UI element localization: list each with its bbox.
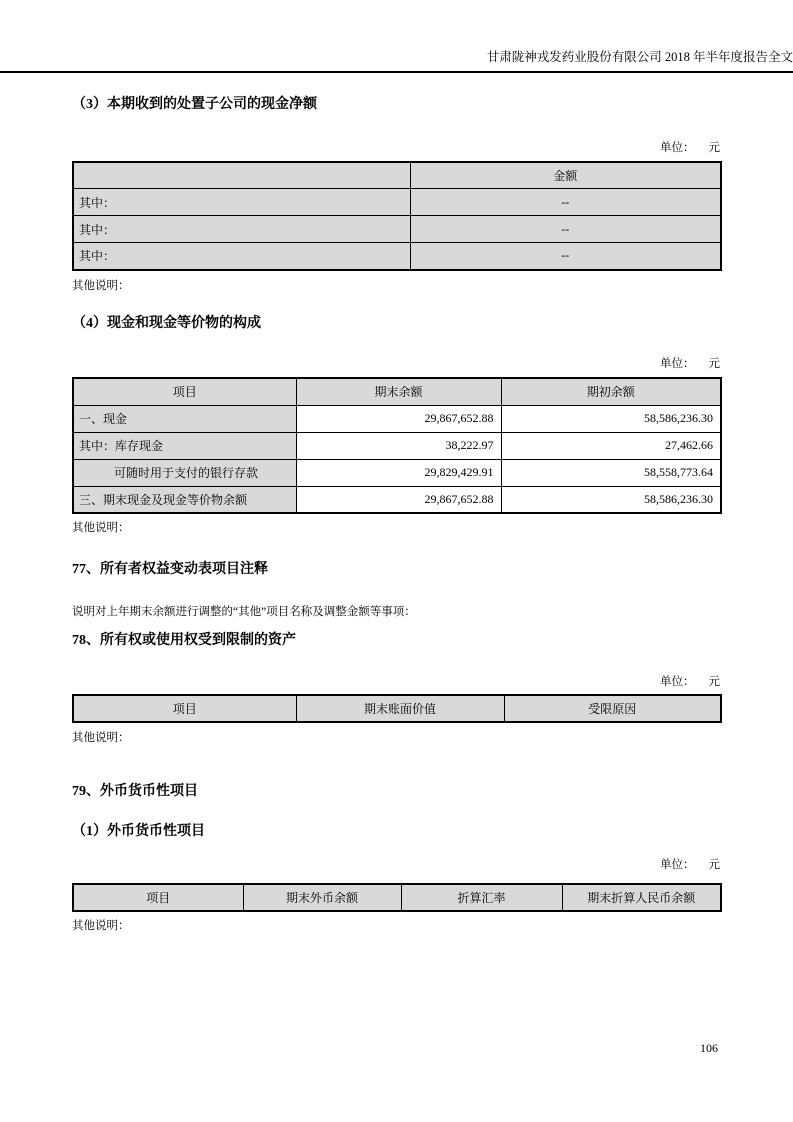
equity-adjustment-note: 说明对上年期末余额进行调整的“其他”项目名称及调整金额等事项： xyxy=(72,605,416,618)
unit-label: 单位： xyxy=(660,358,695,371)
foreign-currency-table xyxy=(72,883,722,912)
page-number: 106 xyxy=(700,1041,718,1055)
unit-line xyxy=(72,676,720,690)
table-header-row xyxy=(73,884,721,911)
table-header-cell: 项目 xyxy=(73,378,296,405)
section-title-cash-equivalents: （4）现金和现金等价物的构成 xyxy=(72,315,261,331)
cash-equivalents-table xyxy=(72,377,722,514)
table-cell: 58,586,236.30 xyxy=(501,486,721,513)
table-header-row xyxy=(73,695,721,722)
table-cell: 其中： xyxy=(73,243,410,270)
table-header-cell: 期末余额 xyxy=(296,378,501,405)
table-cell: 38,222.97 xyxy=(296,432,501,459)
table-row xyxy=(73,459,721,486)
restricted-assets-table xyxy=(72,694,722,723)
table-cell: 其中：库存现金 xyxy=(73,432,296,459)
page-content xyxy=(72,97,720,934)
table-row xyxy=(73,432,721,459)
table-cell: -- xyxy=(410,243,721,270)
table-row xyxy=(73,243,721,270)
table-row xyxy=(73,216,721,243)
table-header-cell: 期末折算人民币余额 xyxy=(562,884,721,911)
unit-label: 单位： xyxy=(660,141,695,154)
table-cell: 29,867,652.88 xyxy=(296,486,501,513)
unit-line xyxy=(72,142,720,156)
unit-value: 元 xyxy=(708,358,720,371)
table-cell: 27,462.66 xyxy=(501,432,721,459)
table-cell: 其中： xyxy=(73,216,410,243)
other-note: 其他说明： xyxy=(72,522,130,535)
unit-label: 单位： xyxy=(660,858,695,871)
subsection-title-foreign-currency-items: （1）外币货币性项目 xyxy=(72,824,205,840)
section-title-equity-changes: 77、所有者权益变动表项目注释 xyxy=(72,562,268,578)
table-cell: 一、现金 xyxy=(73,405,296,432)
table-cell: 29,829,429.91 xyxy=(296,459,501,486)
table-header-cell xyxy=(73,162,410,189)
section-title-disposal-cash: （3）本期收到的处置子公司的现金净额 xyxy=(72,97,317,112)
table-header-cell: 折算汇率 xyxy=(401,884,562,911)
table-header-row xyxy=(73,162,721,189)
table-cell: 58,586,236.30 xyxy=(501,405,721,432)
table-cell: 其中： xyxy=(73,189,410,216)
unit-label: 单位： xyxy=(660,675,695,688)
table-header-cell: 项目 xyxy=(73,695,296,722)
table-row xyxy=(73,189,721,216)
table-cell: 58,558,773.64 xyxy=(501,459,721,486)
table-header-cell: 金额 xyxy=(410,162,721,189)
table-cell: -- xyxy=(410,189,721,216)
disposal-cash-table xyxy=(72,161,722,271)
report-header-title: 甘肃陇神戎发药业股份有限公司 2018 年半年度报告全文 xyxy=(0,0,793,73)
section-title-restricted-assets: 78、所有权或使用权受到限制的资产 xyxy=(72,632,296,648)
section-title-foreign-currency: 79、外币货币性项目 xyxy=(72,784,198,800)
unit-value: 元 xyxy=(708,141,720,154)
table-cell: 29,867,652.88 xyxy=(296,405,501,432)
table-row xyxy=(73,486,721,513)
unit-line xyxy=(72,859,720,873)
table-cell: -- xyxy=(410,216,721,243)
other-note: 其他说明： xyxy=(72,279,130,292)
other-note: 其他说明： xyxy=(72,919,130,932)
table-header-cell: 期末账面价值 xyxy=(296,695,504,722)
table-row xyxy=(73,405,721,432)
other-note: 其他说明： xyxy=(72,732,130,745)
table-header-cell: 期末外币余额 xyxy=(243,884,401,911)
unit-line xyxy=(72,358,720,372)
unit-value: 元 xyxy=(708,675,720,688)
table-cell: 三、期末现金及现金等价物余额 xyxy=(73,486,296,513)
table-cell: 可随时用于支付的银行存款 xyxy=(73,459,296,486)
table-header-cell: 项目 xyxy=(73,884,243,911)
table-header-cell: 受限原因 xyxy=(504,695,721,722)
unit-value: 元 xyxy=(708,858,720,871)
table-header-row xyxy=(73,378,721,405)
table-header-cell: 期初余额 xyxy=(501,378,721,405)
